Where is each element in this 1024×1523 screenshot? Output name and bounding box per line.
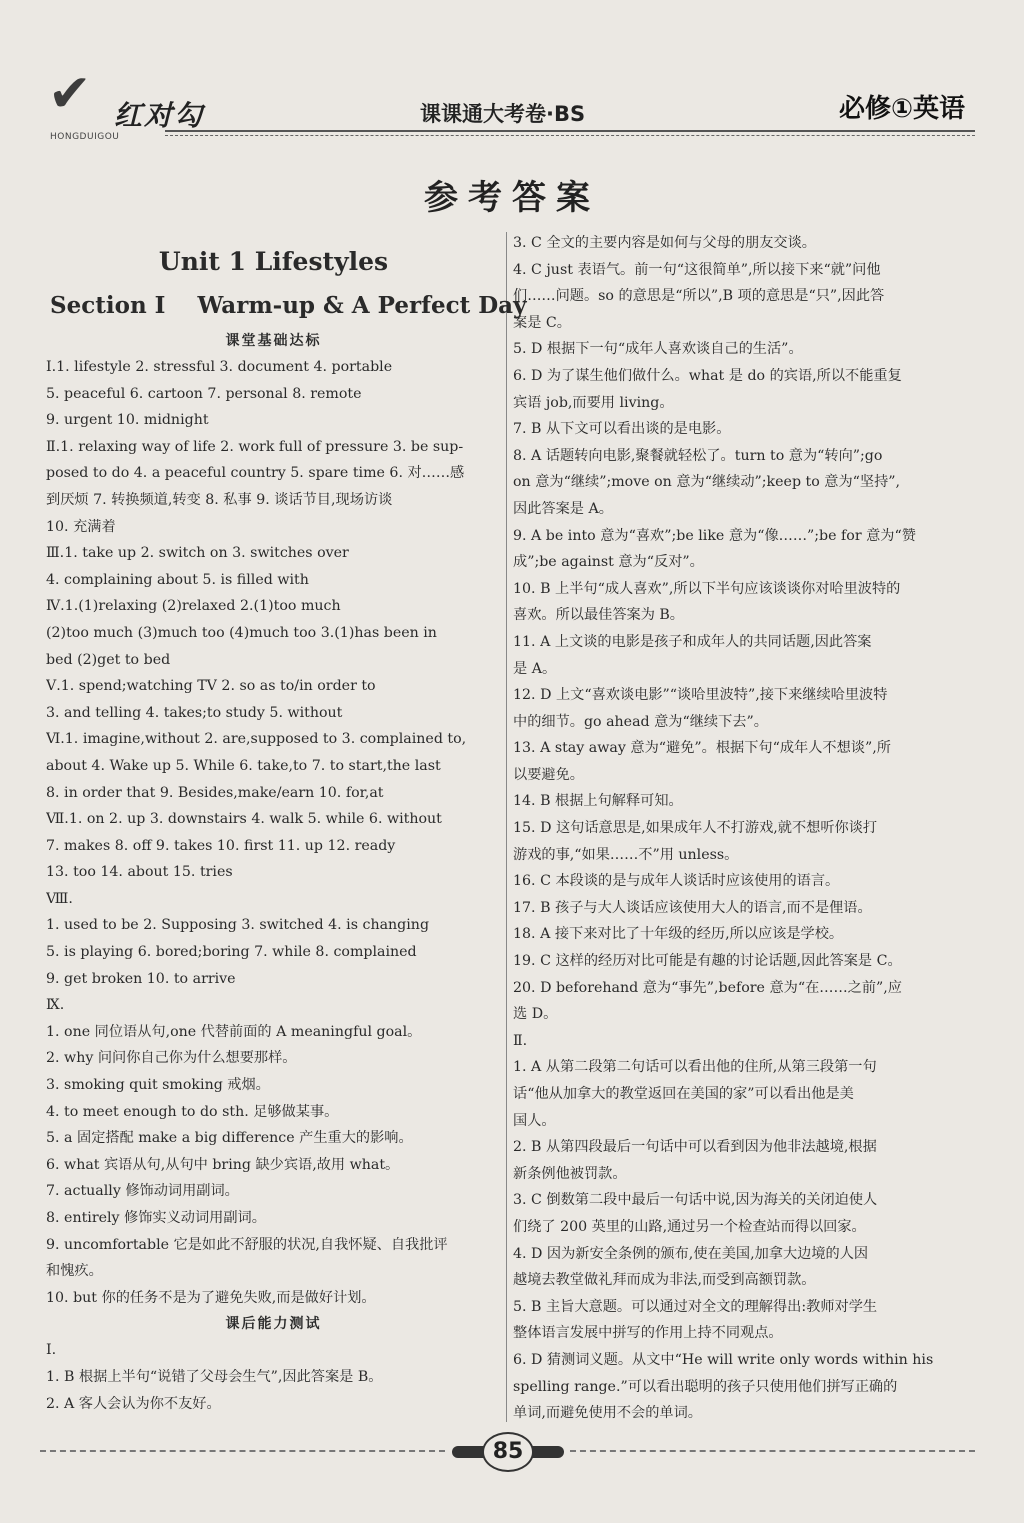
answer-line: (2)too much (3)much too (4)much too 3.(1)has been in — [46, 624, 437, 641]
answer-line: 4. D 因为新安全条例的颁布,使在美国,加拿大边境的人因 — [513, 1245, 869, 1262]
answer-line: Ⅲ.1. take up 2. switch on 3. switches over — [46, 545, 349, 562]
answer-line: 5. a 固定搭配 make a big difference 产生重大的影响。 — [46, 1130, 413, 1147]
answer-line: Ⅰ. — [46, 1342, 57, 1359]
answer-line: about 4. Wake up 5. While 6. take,to 7. to start,the last — [46, 757, 441, 774]
answer-line: 16. C 本段谈的是与成年人谈话时应该使用的语言。 — [513, 873, 840, 890]
page-header — [40, 60, 975, 142]
answer-line: 游戏的事,“如果……不”用 unless。 — [513, 846, 739, 863]
answer-line: 2. why 问问你自己你为什么想要那样。 — [46, 1050, 297, 1067]
answer-line: 10. but 你的任务不是为了避免失败,而是做好计划。 — [46, 1289, 376, 1306]
answer-line: 8. A 话题转向电影,聚餐就轻松了。turn to 意为“转向”;go — [513, 447, 883, 464]
answer-line: 4. to meet enough to do sth. 足够做某事。 — [46, 1103, 339, 1120]
answer-line: 是 A。 — [513, 660, 557, 677]
answer-line: 6. D 猜测词义题。从文中“He will write only words within his — [513, 1351, 934, 1368]
left-column — [46, 230, 527, 1417]
answer-line: 7. makes 8. off 9. takes 10. first 11. up 12. ready — [46, 837, 396, 854]
page-title: 参考答案 — [424, 178, 600, 218]
answer-line: 9. urgent 10. midnight — [46, 412, 209, 429]
answer-line: 案是 C。 — [513, 314, 571, 331]
answer-line: 1. used to be 2. Supposing 3. switched 4. is changing — [46, 917, 430, 934]
subheading-classroom: 课堂基础达标 — [225, 333, 322, 349]
answer-line: 19. C 这样的经历对比可能是有趣的讨论话题,因此答案是 C。 — [513, 953, 902, 970]
section-title: Section Ⅰ Warm-up & A Perfect Day — [50, 292, 527, 319]
answer-line: Ⅸ. — [46, 997, 65, 1014]
answer-line: 15. D 这句话意思是,如果成年人不打游戏,就不想听你谈打 — [513, 820, 878, 837]
answer-line: 们绕了 200 英里的山路,通过另一个检查站而得以回家。 — [513, 1218, 866, 1235]
answer-line: 2. B 从第四段最后一句话中可以看到因为他非法越境,根据 — [513, 1139, 877, 1156]
answer-list-after-class — [46, 1337, 501, 1417]
answer-line: 越境去教堂做礼拜而成为非法,而受到高额罚款。 — [513, 1272, 816, 1289]
subheading-after-class: 课后能力测试 — [225, 1316, 322, 1333]
answer-line: Ⅰ.1. lifestyle 2. stressful 3. document 4. portable — [46, 359, 393, 375]
brand-logo — [40, 64, 215, 142]
answer-line: 7. actually 修饰动词用副词。 — [46, 1183, 239, 1200]
answer-list-classroom — [46, 354, 501, 1311]
answer-line: 们……问题。so 的意思是“所以”,B 项的意思是“只”,因此答 — [513, 288, 885, 305]
answer-line: 1. A 从第二段第二句话可以看出他的住所,从第三段第一句 — [513, 1059, 877, 1076]
answer-line: 选 D。 — [513, 1006, 558, 1023]
logo-text: 红对勾 — [114, 99, 205, 132]
subject-title: 必修①英语 — [838, 94, 965, 124]
answer-line: on 意为“继续”;move on 意为“继续动”;keep to 意为“坚持”, — [513, 474, 901, 491]
answer-line: 5. is playing 6. bored;boring 7. while 8. complained — [46, 944, 417, 961]
answer-line: 整体语言发展中拼写的作用上持不同观点。 — [513, 1325, 783, 1342]
answer-line: 3. C 全文的主要内容是如何与父母的朋友交谈。 — [513, 235, 816, 251]
page-number: 85 — [482, 1432, 534, 1472]
answer-line: 10. B 上半句“成人喜欢”,所以下半句应该谈谈你对哈里波特的 — [513, 580, 901, 597]
answer-line: 6. what 宾语从句,从句中 bring 缺少宾语,故用 what。 — [46, 1156, 400, 1173]
answer-line: 8. in order that 9. Besides,make/earn 10. for,at — [46, 784, 384, 801]
footer-rule-left — [40, 1450, 445, 1452]
answer-line: 2. A 客人会认为你不友好。 — [46, 1395, 221, 1412]
answer-line: 1. B 根据上半句“说错了父母会生气”,因此答案是 B。 — [46, 1368, 383, 1385]
answer-line: 因此答案是 A。 — [513, 500, 613, 517]
footer-rule-right — [570, 1450, 975, 1452]
answer-line: 以要避免。 — [513, 766, 584, 783]
answer-line: 7. B 从下文可以看出谈的是电影。 — [513, 421, 731, 438]
answer-line: 3. and telling 4. takes;to study 5. without — [46, 704, 343, 721]
answer-line: Ⅴ.1. spend;watching TV 2. so as to/in order to — [46, 678, 376, 695]
answer-line: 8. entirely 修饰实义动词用副词。 — [46, 1210, 266, 1226]
answer-line: 18. A 接下来对比了十年级的经历,所以应该是学校。 — [513, 926, 844, 943]
answer-line: 国人。 — [513, 1112, 556, 1129]
answer-line: 9. A be into 意为“喜欢”;be like 意为“像……”;be for 意为“赞 — [513, 527, 916, 544]
answer-line: 中的细节。go ahead 意为“继续下去”。 — [513, 713, 768, 730]
answer-line: 10. 充满着 — [46, 518, 116, 535]
answer-line: 3. C 倒数第二段中最后一句话中说,因为海关的关闭迫使人 — [513, 1192, 878, 1209]
answer-line: 1. one 同位语从句,one 代替前面的 A meaningful goal。 — [46, 1023, 422, 1040]
answer-list-right — [513, 230, 975, 1427]
answer-line: 13. too 14. about 15. tries — [46, 864, 233, 881]
checkmark-icon: ✔ — [48, 64, 92, 124]
answer-line: spelling range.”可以看出聪明的孩子只使用他们拼写正确的 — [513, 1378, 898, 1395]
answer-line: bed (2)get to bed — [46, 651, 171, 668]
answer-line: Ⅱ.1. relaxing way of life 2. work full of pressure 3. be sup- — [46, 438, 464, 455]
unit-title: Unit 1 Lifestyles — [158, 247, 389, 276]
answer-line: 话“他从加拿大的教堂返回在美国的家”可以看出他是美 — [513, 1086, 854, 1102]
answer-line: 单词,而避免使用不会的单词。 — [513, 1405, 702, 1422]
header-rule-dashed — [165, 135, 975, 136]
answer-line: Ⅷ. — [46, 890, 73, 907]
answer-line: 4. C just 表语气。前一句“这很简单”,所以接下来“就”问他 — [513, 261, 881, 278]
answer-line: 喜欢。所以最佳答案为 B。 — [513, 607, 684, 624]
header-rule — [165, 130, 975, 132]
answer-line: Ⅶ.1. on 2. up 3. downstairs 4. walk 5. while 6. without — [46, 811, 442, 828]
answer-line: Ⅱ. — [513, 1032, 528, 1049]
answer-line: 13. A stay away 意为“避免”。根据下句“成年人不想谈”,所 — [513, 740, 891, 757]
answer-line: 20. D beforehand 意为“事先”,before 意为“在……之前”,应 — [513, 979, 902, 996]
answer-line: 新条例他被罚款。 — [513, 1165, 627, 1182]
answer-line: 11. A 上文谈的电影是孩子和成年人的共同话题,因此答案 — [513, 633, 872, 650]
answer-line: 12. D 上文“喜欢谈电影”“谈哈里波特”,接下来继续哈里波特 — [513, 687, 888, 704]
answer-line: 宾语 job,而要用 living。 — [513, 394, 674, 411]
answer-line: 3. smoking quit smoking 戒烟。 — [46, 1077, 270, 1094]
right-column — [513, 230, 975, 1427]
column-divider — [506, 232, 507, 1422]
answer-line: Ⅵ.1. imagine,without 2. are,supposed to 3. complained to, — [46, 731, 467, 748]
logo-subtext: HONGDUIGOU — [50, 132, 120, 142]
answer-line: 5. D 根据下一句“成年人喜欢谈自己的生活”。 — [513, 341, 803, 358]
answer-line: 成”;be against 意为“反对”。 — [513, 554, 704, 571]
answer-line: 4. complaining about 5. is filled with — [46, 571, 309, 588]
page-number-badge — [452, 1432, 564, 1472]
answer-line: Ⅳ.1.(1)relaxing (2)relaxed 2.(1)too much — [46, 598, 341, 615]
answer-line: posed to do 4. a peaceful country 5. spare time 6. 对……感 — [46, 465, 465, 482]
answer-line: 5. B 主旨大意题。可以通过对全文的理解得出:教师对学生 — [513, 1298, 878, 1315]
answer-line: 9. get broken 10. to arrive — [46, 970, 236, 987]
answer-line: 14. B 根据上句解释可知。 — [513, 793, 683, 810]
answer-line: 5. peaceful 6. cartoon 7. personal 8. remote — [46, 385, 362, 402]
answer-line: 17. B 孩子与大人谈话应该使用大人的语言,而不是俚语。 — [513, 899, 872, 916]
answer-line: 9. uncomfortable 它是如此不舒服的状况,自我怀疑、自我批评 — [46, 1236, 448, 1253]
answer-line: 到厌烦 7. 转换频道,转变 8. 私事 9. 谈话节目,现场访谈 — [46, 491, 393, 508]
answer-line: 和愧疚。 — [46, 1263, 103, 1280]
answer-line: 6. D 为了谋生他们做什么。what 是 do 的宾语,所以不能重复 — [513, 367, 902, 384]
series-title: 课课通大考卷·BS — [420, 102, 586, 126]
